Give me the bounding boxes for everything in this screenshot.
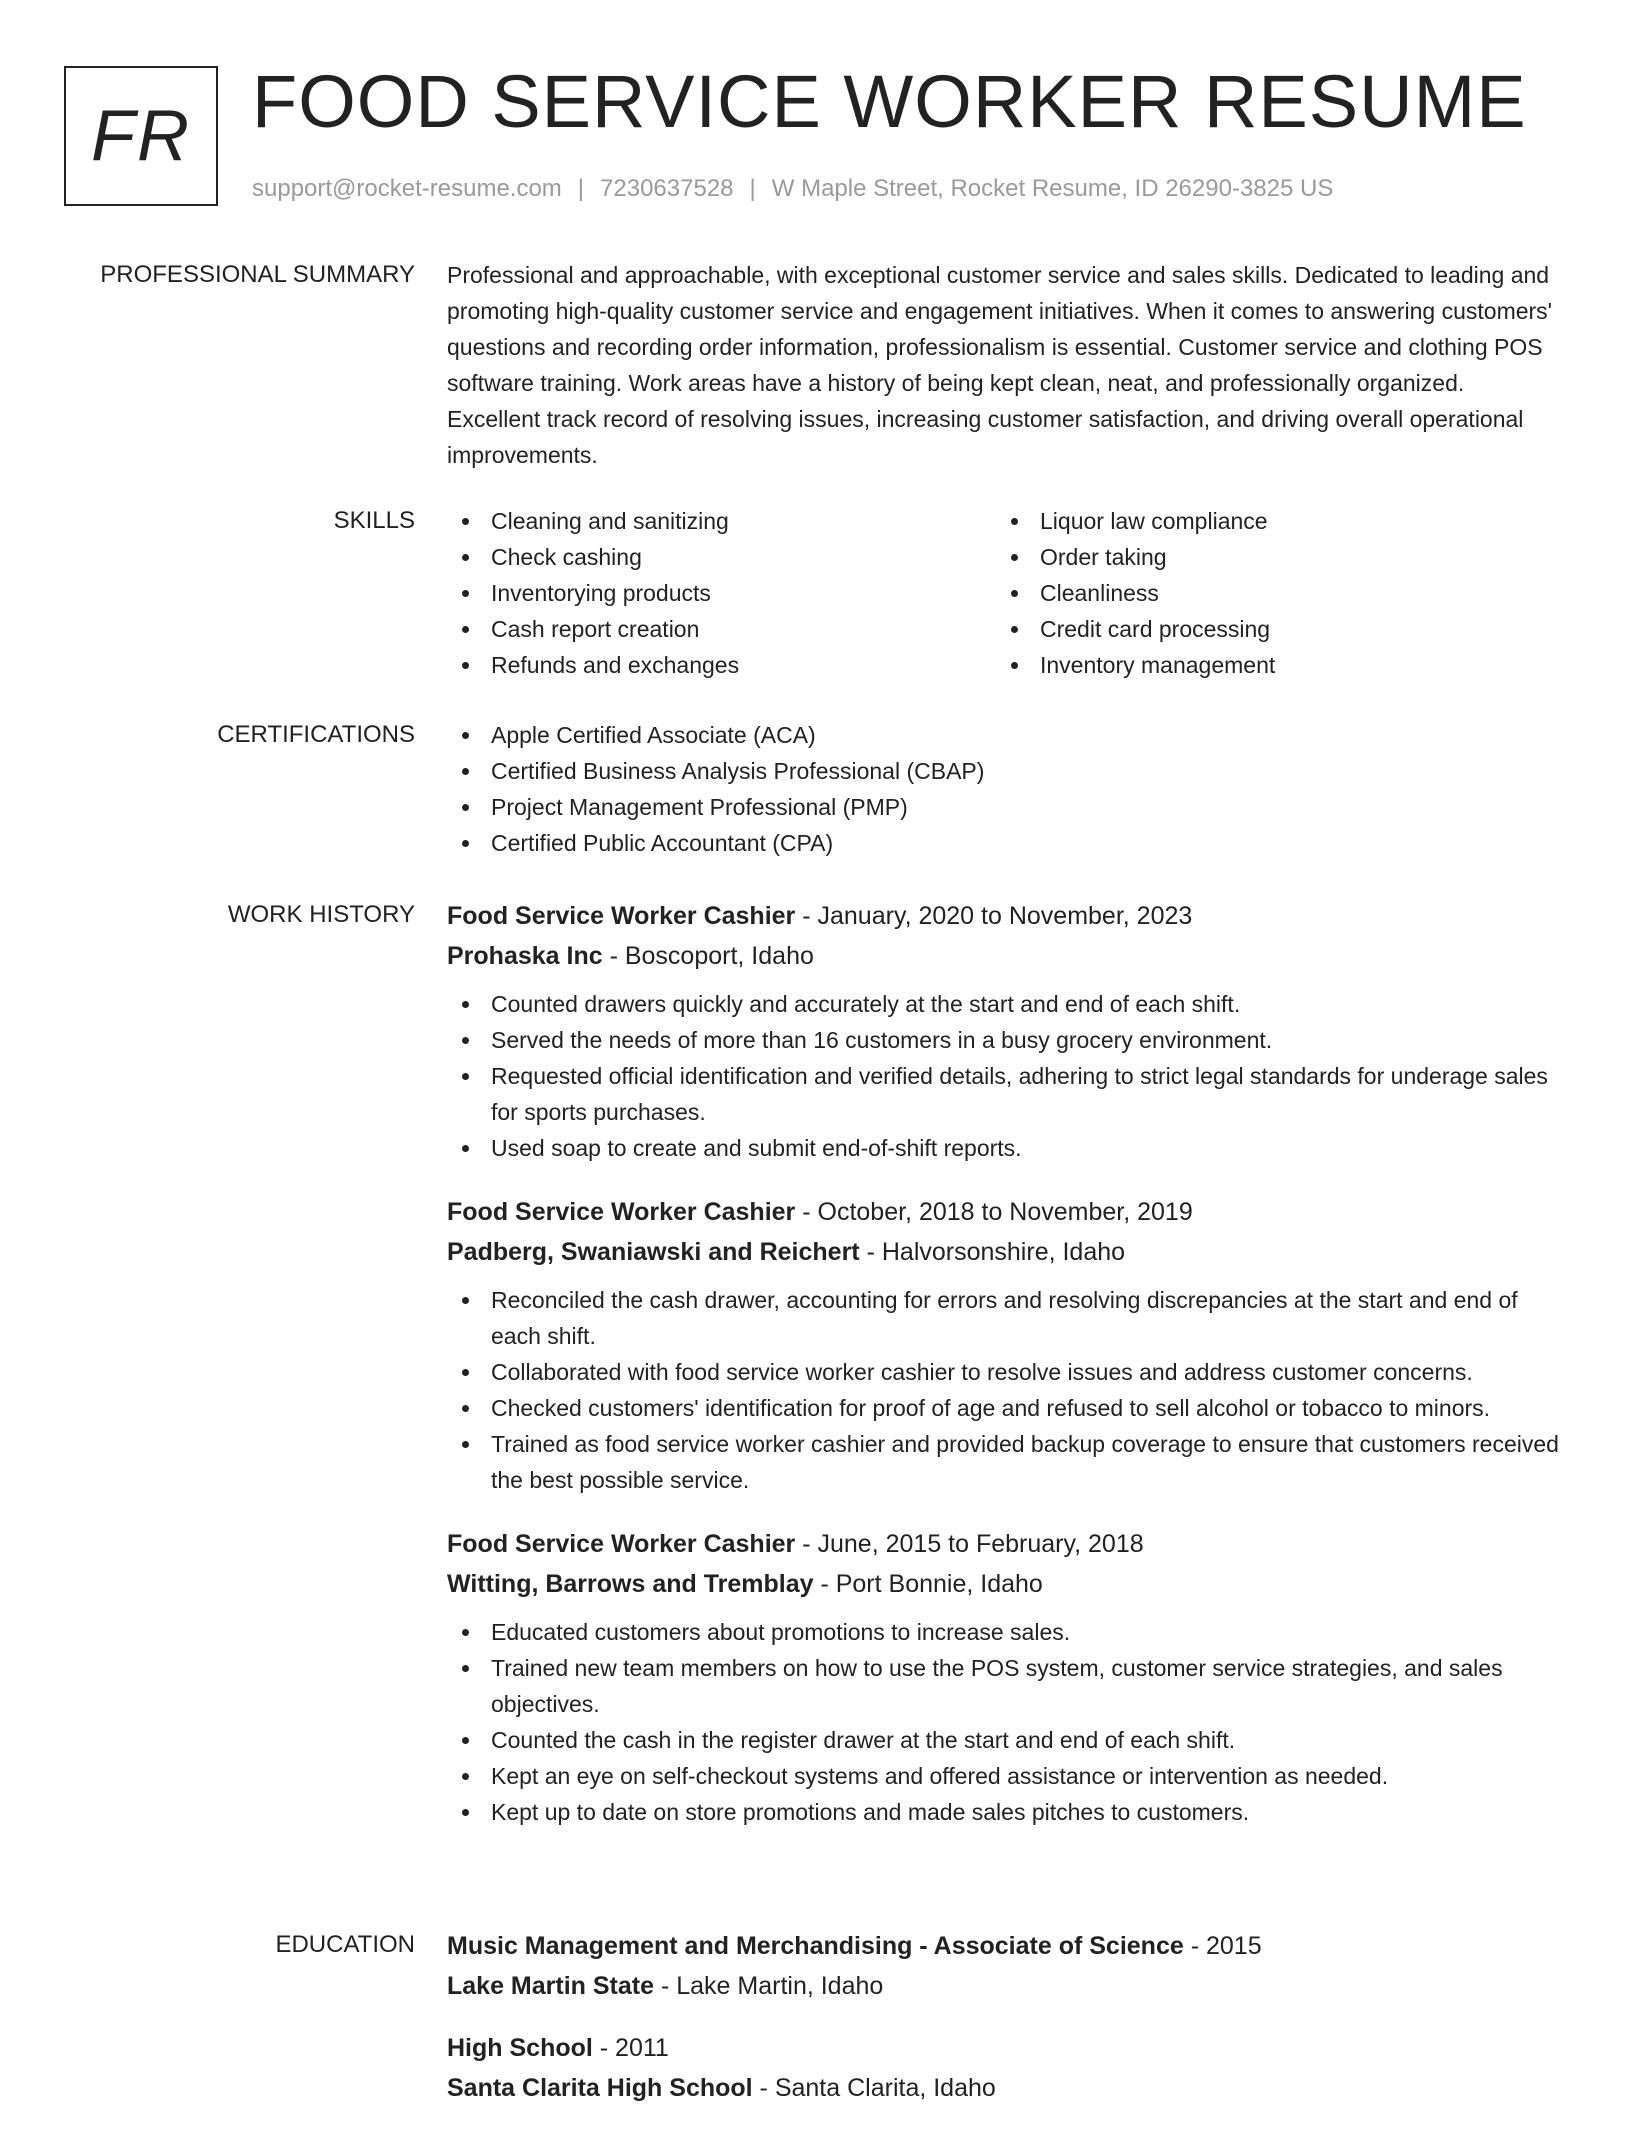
certifications-list [447, 717, 1562, 861]
education-degree-line [447, 1926, 1562, 1966]
education-location: - Lake Martin, Idaho [654, 1972, 884, 2000]
job-title: Food Service Worker Cashier [447, 902, 796, 930]
job-bullet: Educated customers about promotions to increase sales. [447, 1614, 1562, 1650]
skill-item: Check cashing [447, 539, 996, 575]
contact-email: support@rocket-resume.com [252, 175, 562, 202]
education-degree-line [447, 2028, 1562, 2068]
certification-item: Certified Business Analysis Professional (CBAP) [447, 753, 1562, 789]
skills-list-left [447, 503, 996, 683]
skill-item: Inventorying products [447, 575, 996, 611]
job-bullet: Served the needs of more than 16 customers in a busy grocery environment. [447, 1022, 1562, 1058]
skill-item: Liquor law compliance [996, 503, 1545, 539]
job-bullet: Collaborated with food service worker cashier to resolve issues and address customer concerns. [447, 1354, 1562, 1390]
education-school-line [447, 2068, 1562, 2108]
education-degree: Music Management and Merchandising - Associate of Science [447, 1932, 1184, 1960]
job-bullets [447, 1282, 1562, 1498]
certification-item: Certified Public Accountant (CPA) [447, 825, 1562, 861]
certification-item: Apple Certified Associate (ACA) [447, 717, 1562, 753]
skill-item: Order taking [996, 539, 1545, 575]
education-entry [447, 1926, 1562, 2006]
job-dates: - January, 2020 to November, 2023 [795, 902, 1193, 930]
job-dates: - October, 2018 to November, 2019 [795, 1198, 1193, 1226]
contact-separator: | [749, 175, 756, 202]
section-heading-skills: SKILLS [333, 507, 415, 534]
contact-address: W Maple Street, Rocket Resume, ID 26290-3825 US [771, 175, 1334, 202]
skills-list-right [996, 503, 1545, 683]
skill-item: Cleaning and sanitizing [447, 503, 996, 539]
skill-item: Refunds and exchanges [447, 647, 996, 683]
skill-item: Inventory management [996, 647, 1545, 683]
job-bullets [447, 1614, 1562, 1830]
job-company: Prohaska Inc [447, 942, 603, 970]
job-bullet: Used soap to create and submit end-of-shift reports. [447, 1130, 1562, 1166]
summary-text: Professional and approachable, with exceptional customer service and sales skills. Dedicated to leading and promoting high-quality customer service and engagement initiatives. When it comes to answering customers' questions and recording order information, professionalism is essential. Customer service and clothing POS software training. Work areas have a history of being kept clean, neat, and professionally organized. Excellent track record of resolving issues, increasing customer satisfaction, and driving overall operational improvements. [447, 262, 1553, 468]
job-location: - Halvorsonshire, Idaho [859, 1238, 1126, 1266]
education-year: - 2011 [592, 2034, 669, 2062]
job-bullet: Kept an eye on self-checkout systems and offered assistance or intervention as needed. [447, 1758, 1562, 1794]
skill-item: Cash report creation [447, 611, 996, 647]
education-school: Santa Clarita High School [447, 2074, 753, 2102]
job-bullet: Trained as food service worker cashier and provided backup coverage to ensure that customers received the best possible service. [447, 1426, 1562, 1498]
job-bullet: Trained new team members on how to use the POS system, customer service strategies, and sales objectives. [447, 1650, 1562, 1722]
job-company-line [447, 1232, 1562, 1272]
job-location: - Boscoport, Idaho [602, 942, 814, 970]
monogram-badge [64, 66, 218, 206]
job-bullet: Requested official identification and verified details, adhering to strict legal standards for underage sales for sports purchases. [447, 1058, 1562, 1130]
certification-item: Project Management Professional (PMP) [447, 789, 1562, 825]
job-bullet: Counted the cash in the register drawer at the start and end of each shift. [447, 1722, 1562, 1758]
job-bullet: Counted drawers quickly and accurately at the start and end of each shift. [447, 986, 1562, 1022]
job-bullet: Reconciled the cash drawer, accounting for errors and resolving discrepancies at the start and end of each shift. [447, 1282, 1562, 1354]
job-company: Witting, Barrows and Tremblay [447, 1570, 814, 1598]
section-heading-certifications: CERTIFICATIONS [217, 721, 415, 748]
job-bullet: Kept up to date on store promotions and made sales pitches to customers. [447, 1794, 1562, 1830]
education-degree: High School [447, 2034, 593, 2062]
education-school-line [447, 1966, 1562, 2006]
education-year: - 2015 [1183, 1932, 1262, 1960]
section-heading-summary: PROFESSIONAL SUMMARY [100, 261, 415, 288]
job-title-line [447, 1192, 1562, 1232]
job-entry [447, 1524, 1562, 1830]
skill-item: Cleanliness [996, 575, 1545, 611]
contact-line [252, 175, 1333, 203]
resume-title: FOOD SERVICE WORKER RESUME [252, 60, 1527, 143]
section-heading-work-history: WORK HISTORY [227, 901, 415, 928]
contact-phone: 7230637528 [600, 175, 734, 202]
contact-separator: | [577, 175, 585, 202]
job-location: - Port Bonnie, Idaho [813, 1570, 1043, 1598]
section-heading-education: EDUCATION [275, 1931, 415, 1958]
skill-item: Credit card processing [996, 611, 1545, 647]
education-school: Lake Martin State [447, 1972, 655, 2000]
job-bullets [447, 986, 1562, 1166]
job-company-line [447, 1564, 1562, 1604]
job-title: Food Service Worker Cashier [447, 1530, 796, 1558]
job-entry [447, 1192, 1562, 1498]
job-title-line [447, 896, 1562, 936]
job-company: Padberg, Swaniawski and Reichert [447, 1238, 860, 1266]
job-dates: - June, 2015 to February, 2018 [795, 1530, 1144, 1558]
job-title-line [447, 1524, 1562, 1564]
job-entry [447, 896, 1562, 1166]
education-entry [447, 2028, 1562, 2108]
education-location: - Santa Clarita, Idaho [752, 2074, 996, 2102]
job-title: Food Service Worker Cashier [447, 1198, 796, 1226]
job-bullet: Checked customers' identification for proof of age and refused to sell alcohol or tobacco to minors. [447, 1390, 1562, 1426]
monogram-initials: FR [91, 96, 191, 176]
job-company-line [447, 936, 1562, 976]
